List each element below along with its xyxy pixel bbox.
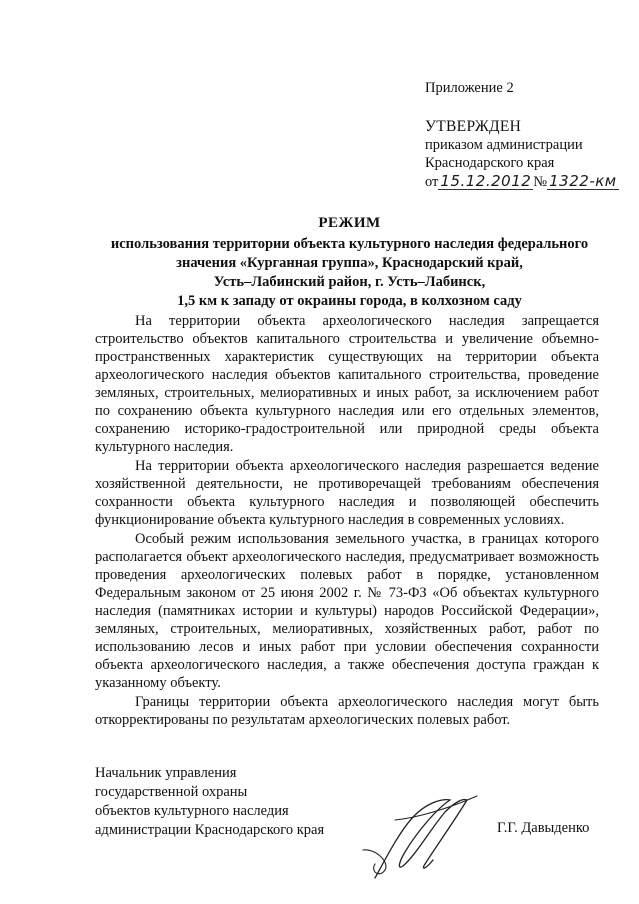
order-line [425,172,619,192]
approval-line-2: Краснодарского края [425,155,555,171]
signatory-line-2: государственной охраны [95,784,248,800]
title-line-1: использования территории объекта культурного наследия федерального [110,236,589,252]
paragraph-prohibitions: На территории объекта археологического наследия запрещается строительство объектов капитального строительства и увеличение объемно-пространственных характеристик существующих на территории объекта археологического наследия объектов капитального строительства, проведение земляных, строительных, мелиоративных и иных работ, за исключением работ по сохранению объекта культурного наследия или его отдельных элементов, сохранению историко-градостроительной или природной среды объекта культурного наследия. [95,313,599,455]
paragraph-permissions: На территории объекта археологического наследия разрешается ведение хозяйственной деятельности, не противоречащей требованиям обеспечения сохранности объекта культурного наследия и позволяющей обеспечить функционирование объекта культурного наследия в современных условиях. [95,458,599,528]
title-regime: РЕЖИМ [318,215,381,231]
signatory-line-3: объектов культурного наследия [95,803,289,819]
approved-heading: УТВЕРЖДЕН [425,118,522,135]
signatory-line-1: Начальник управления [95,765,237,781]
order-date-handwritten: 15.12.2012 [440,172,532,190]
paragraph-boundaries: Границы территории объекта археологического наследия могут быть откорректированы по результатам археологических полевых работ. [95,694,599,728]
order-number-sign: № [533,174,548,190]
title-line-2: значения «Курганная группа», Краснодарский край, [176,255,523,271]
signatory-line-4: администрации Краснодарского края [95,822,325,838]
document-body [95,312,599,730]
order-number-handwritten: 1322-км [549,172,617,190]
signer-name: Г.Г. Давыденко [497,820,590,836]
appendix-label: Приложение 2 [425,80,514,96]
approval-line-1: приказом администрации [425,137,583,153]
title-line-3: Усть–Лабинский район, г. Усть–Лабинск, [213,274,486,290]
title-line-4: 1,5 км к западу от окраины города, в колхозном саду [177,293,522,309]
paragraph-special-regime: Особый режим использования земельного участка, в границах которого располагается объект археологического наследия, предусматривает возможность проведения археологических полевых работ в порядке, установленном Федеральным законом от 25 июня 2002 г. № 73-ФЗ «Об объектах культурного наследия (памятниках истории и культуры) народов Российской Федерации», земляных, строительных, мелиоративных, хозяйственных работ, работ по использованию лесов и иных работ при условии обеспечения сохранности объекта археологического наследия, а также обеспечения доступа граждан к указанному объекту. [95,531,599,691]
approval-block [425,118,619,192]
signatory-title [95,764,324,840]
document-title [60,214,639,311]
order-from-label: от [425,174,439,190]
handwritten-signature [355,790,485,890]
